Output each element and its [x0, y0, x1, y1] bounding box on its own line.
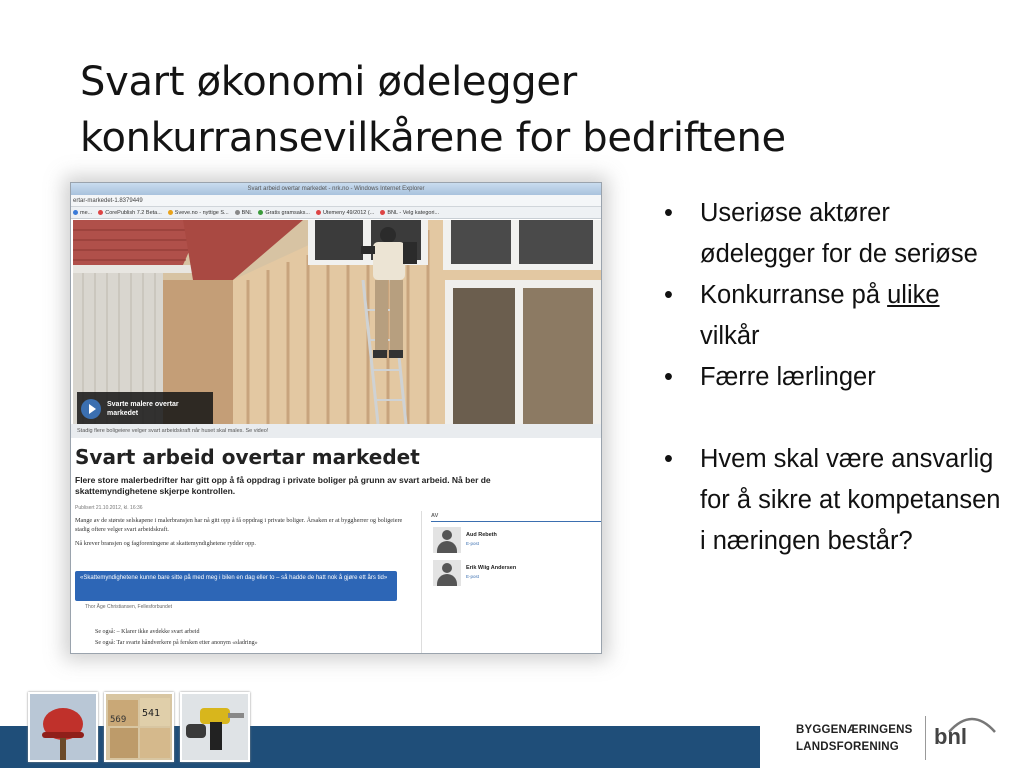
favorite-label: Sveve.no - nyttige S...: [174, 209, 229, 216]
slide-title-line-2: konkurransevilkårene for bedriftene: [80, 115, 786, 161]
column-divider: [421, 511, 422, 653]
body-paragraph: Nå krever bransjen og fagforeningene at skattemyndighetene rydder opp.: [75, 540, 256, 547]
logo-line-1: BYGGENÆRINGENS: [796, 724, 913, 736]
bullet-text-pre: Konkurranse på: [700, 281, 888, 309]
pull-quote: «Skattemyndighetene kunne bare sitte på med meg i bilen en dag eller to – så hadde de hatt nok å gjøre ett års tid»: [75, 571, 397, 601]
author-card: [433, 560, 593, 588]
author-name: Erik Wiig Andersen: [466, 565, 517, 571]
bullet-item: [664, 357, 1004, 398]
favorite-label: BNL: [241, 209, 253, 216]
bullet-item: [664, 439, 1004, 562]
author-card: [433, 527, 593, 555]
video-caption-text: Svarte malere overtar markedet: [107, 401, 179, 417]
browser-titlebar: Svart arbeid overtar markedet - nrk.no - Windows Internet Explorer: [71, 183, 601, 195]
favorite-icon: [98, 210, 103, 215]
bullet-spacer: [664, 398, 1004, 439]
favorite-item[interactable]: [168, 210, 229, 216]
byline-label: AV: [431, 513, 439, 519]
article-body: [75, 517, 411, 549]
see-also-list: [95, 627, 258, 649]
article-screenshot: [70, 182, 602, 654]
photo-subcaption: Stadig flere boligeiere velger svart arbeidskraft når huset skal males. Se video!: [71, 424, 601, 438]
article-photo[interactable]: [73, 220, 601, 424]
video-caption[interactable]: [77, 392, 213, 424]
favorite-item[interactable]: [98, 210, 162, 216]
author-name: Aud Rebeth: [466, 532, 497, 538]
article-headline: Svart arbeid overtar markedet: [75, 445, 420, 469]
favorite-label: Gratis gramsaks...: [265, 209, 310, 216]
favorite-icon: [380, 210, 385, 215]
avatar: [433, 527, 461, 553]
author-email-link[interactable]: E-post: [466, 541, 480, 546]
favorites-bar: [71, 207, 601, 219]
bullet-item: [664, 275, 1004, 357]
favorite-item[interactable]: [380, 210, 439, 216]
thumbnail-hardhat: [28, 692, 98, 762]
bullet-text-post: vilkår: [700, 322, 760, 350]
bullet-item: [664, 193, 1004, 275]
drill-icon: [182, 694, 248, 760]
article-lead: Flere store malerbedrifter har gitt opp å få oppdrag i private boliger på grunn av svart arbeid. Nå ber de skattemyndighetene skjerpe kontrollen.: [75, 475, 491, 496]
logo-divider: [925, 716, 926, 760]
author-email-link[interactable]: E-post: [466, 574, 480, 579]
thumbnail-boxes: [104, 692, 174, 762]
see-also-link[interactable]: Se også: Tar svarte håndverkere på fersken etter anonym «sladring»: [95, 640, 258, 646]
favorite-icon: [168, 210, 173, 215]
favorite-label: me...: [80, 209, 93, 216]
favorite-item[interactable]: [258, 210, 310, 216]
bnl-logo: bnl: [934, 724, 967, 749]
browser-address-bar[interactable]: ertar-markedet-1.8379449: [71, 195, 601, 207]
favorite-label: BNL - Velg kategori...: [387, 209, 440, 216]
favorite-item[interactable]: [73, 210, 92, 216]
favorite-icon: [235, 210, 240, 215]
favorite-icon: [73, 210, 78, 215]
bullet-text: Hvem skal være ansvarlig for å sikre at kompetansen i næringen består?: [700, 445, 1001, 555]
play-icon[interactable]: [81, 399, 101, 419]
quote-attribution: Thor Åge Christiansen, Fellesforbundet: [85, 604, 172, 610]
thumbnail-drill: [180, 692, 250, 762]
favorite-icon: [258, 210, 263, 215]
boxes-icon: [106, 694, 172, 760]
favorite-icon: [316, 210, 321, 215]
favorite-label: CorePublish 7.2 Beta...: [105, 209, 162, 216]
favorite-label: Utemeny 49/2012 (...: [322, 209, 375, 216]
favorite-item[interactable]: [235, 210, 253, 216]
hardhat-icon: [30, 694, 96, 760]
logo-line-2: LANDSFORENING: [796, 741, 899, 753]
box-number: 541: [142, 708, 161, 719]
bullet-text-underlined: ulike: [887, 281, 940, 309]
slide-title: [80, 54, 980, 166]
see-also-link[interactable]: Se også: – Klarer ikke avdekke svart arbeid: [95, 629, 200, 635]
article-published: Publisert 21.10.2012, kl. 16:36: [75, 505, 143, 511]
slide-title-line-1: Svart økonomi ødelegger: [80, 59, 577, 105]
bnl-logo-text: [796, 722, 913, 756]
avatar: [433, 560, 461, 586]
bullet-text: Færre lærlinger: [700, 363, 876, 391]
footer-thumbnails: [28, 692, 250, 762]
favorite-item[interactable]: [316, 210, 374, 216]
box-number: 569: [110, 715, 127, 725]
body-paragraph: Mange av de største selskapene i malerbransjen har nå gitt opp å få oppdrag i private boliger. Årsaken er at byggherrer og boligeiere stadig oftere velger svart arbeidskraft.: [75, 517, 403, 533]
byline-rule: [431, 521, 601, 522]
bullet-text: Useriøse aktører ødelegger for de seriøse: [700, 199, 978, 268]
bullet-list: [664, 193, 1004, 562]
